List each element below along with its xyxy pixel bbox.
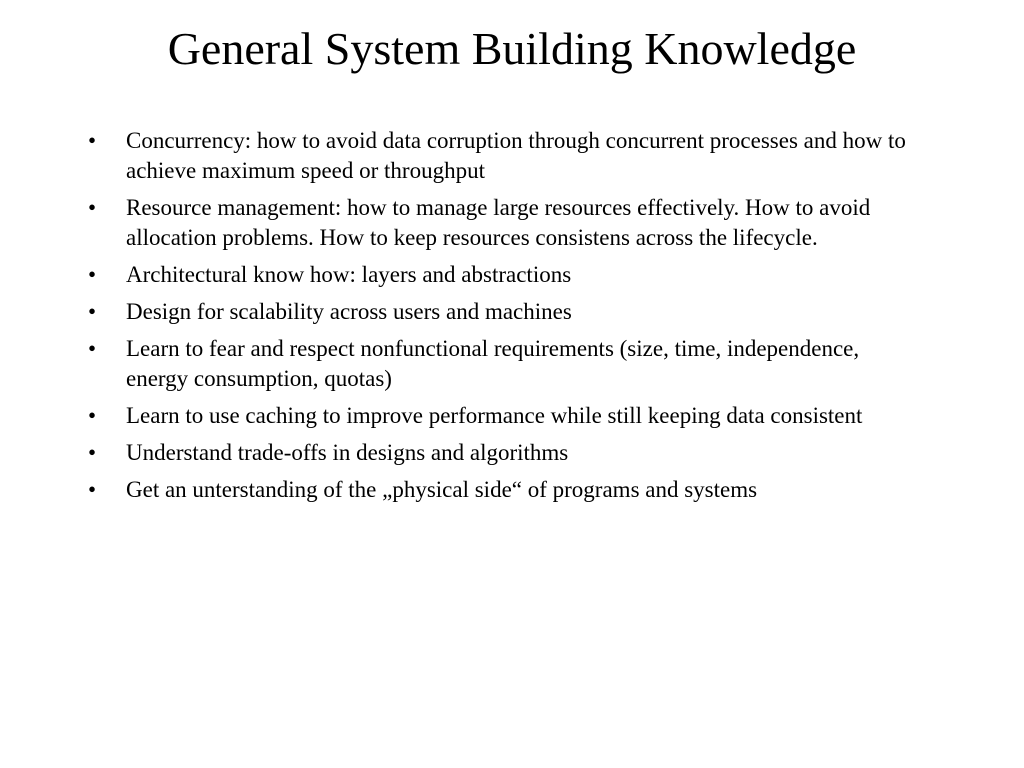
bullet-item-nonfunctional-requirements <box>0 334 1024 394</box>
bullet-item-architecture <box>0 260 1024 290</box>
bullet-item-physical-side <box>0 475 1024 505</box>
bullet-item-resource-management <box>0 193 1024 253</box>
bullet-text: Concurrency: how to avoid data corruption through concurrent processes and how to achieve maximum speed or throughput <box>126 128 906 183</box>
bullet-text: Design for scalability across users and machines <box>126 299 572 324</box>
bullet-item-trade-offs <box>0 438 1024 468</box>
bullet-list <box>0 126 1024 512</box>
bullet-marker: • <box>88 195 97 220</box>
bullet-marker: • <box>88 299 97 324</box>
bullet-marker: • <box>88 440 97 465</box>
bullet-marker: • <box>88 128 97 153</box>
bullet-text: Get an unterstanding of the „physical side“ of programs and systems <box>126 477 758 502</box>
bullet-text: Resource management: how to manage large resources effectively. How to avoid allocation problems. How to keep resources consistens across the lifecycle. <box>126 195 871 250</box>
bullet-text: Architectural know how: layers and abstractions <box>126 262 572 287</box>
bullet-item-scalability <box>0 297 1024 327</box>
bullet-marker: • <box>88 262 97 287</box>
bullet-text: Understand trade-offs in designs and algorithms <box>126 440 569 465</box>
slide-title: General System Building Knowledge <box>167 23 857 74</box>
bullet-item-concurrency <box>0 126 1024 186</box>
bullet-text: Learn to fear and respect nonfunctional requirements (size, time, independence, energy consumption, quotas) <box>126 336 860 391</box>
bullet-item-caching <box>0 401 1024 431</box>
bullet-marker: • <box>88 403 97 428</box>
bullet-marker: • <box>88 477 97 502</box>
bullet-text: Learn to use caching to improve performance while still keeping data consistent <box>126 403 863 428</box>
bullet-marker: • <box>88 336 97 361</box>
